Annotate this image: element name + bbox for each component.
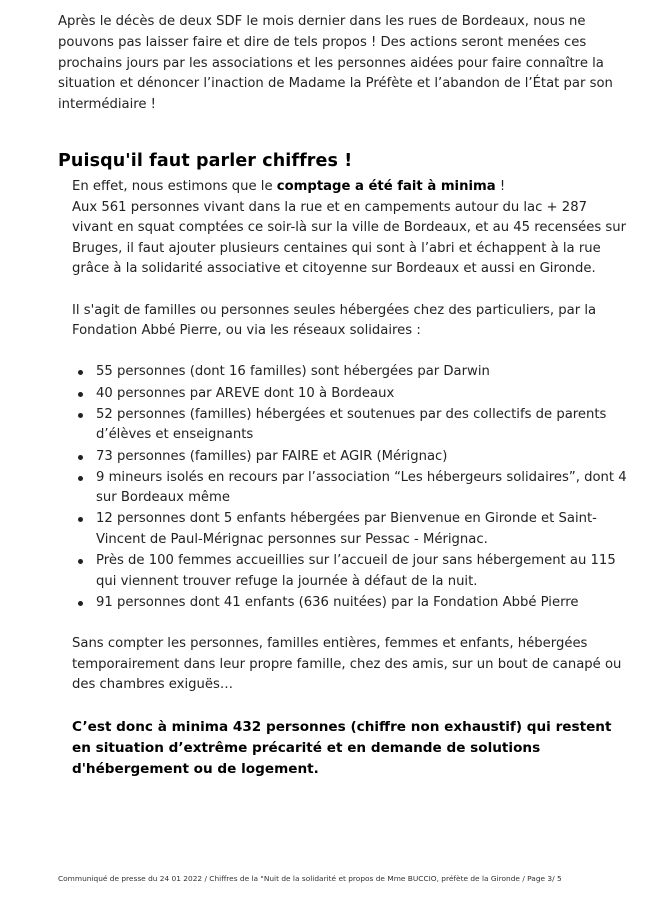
counts-paragraph: Aux 561 personnes vivant dans la rue et en campements autour du lac + 287 vivant en squat comptées ce soir-là sur la ville de Bordeaux, et au 45 recensées sur Bruges, il faut ajouter plusieurs centaines qui sont à l’abri et échappent à la rue grâce à la solidarité associative et citoyenne sur Bordeaux et aussi en Gironde. bbox=[72, 199, 627, 277]
bullet-icon bbox=[78, 559, 83, 564]
list-item bbox=[96, 447, 632, 468]
bullet-icon bbox=[78, 370, 83, 375]
lead-text-before: En effet, nous estimons que le bbox=[72, 179, 277, 194]
list-item bbox=[96, 384, 632, 405]
page-footer: Communiqué de presse du 24 01 2022 / Chiffres de la "Nuit de la solidarité et propos de Mme BUCCIO, préfète de la Gironde / Page 3/ 5 bbox=[58, 874, 562, 883]
section-heading: Puisqu'il faut parler chiffres ! bbox=[58, 151, 353, 171]
list-item-text: 40 personnes par AREVE dont 10 à Bordeaux bbox=[96, 385, 395, 401]
lead-bold-text: comptage a été fait à minima bbox=[276, 179, 496, 194]
list-item bbox=[96, 551, 632, 592]
lead-text-after: ! bbox=[495, 179, 506, 194]
bullet-icon bbox=[78, 476, 83, 481]
bullet-icon bbox=[78, 455, 83, 460]
list-item-text: Près de 100 femmes accueillies sur l’accueil de jour sans hébergement au 115 qui viennent trouver refuge la journée à défaut de la nuit. bbox=[96, 553, 616, 589]
hosting-list bbox=[72, 362, 632, 613]
list-item bbox=[96, 593, 632, 614]
bullet-icon bbox=[78, 413, 83, 418]
list-item bbox=[96, 509, 632, 550]
list-item-text: 9 mineurs isolés en recours par l’association “Les hébergeurs solidaires”, dont 4 sur Bordeaux même bbox=[96, 469, 627, 506]
list-item bbox=[96, 362, 632, 383]
section-body bbox=[72, 177, 632, 780]
bullet-icon bbox=[78, 601, 83, 606]
list-item-text: 73 personnes (familles) par FAIRE et AGIR (Mérignac) bbox=[96, 448, 448, 464]
list-item bbox=[96, 405, 632, 446]
list-item-text: 55 personnes (dont 16 familles) sont hébergées par Darwin bbox=[96, 364, 490, 380]
bullet-icon bbox=[78, 517, 83, 522]
intro-paragraph: Après le décès de deux SDF le mois dernier dans les rues de Bordeaux, nous ne pouvons pas laisser faire et dire de tels propos ! Des actions seront menées ces prochains jours par les associations et les personnes aidées pour faire connaître la situation et dénoncer l’inaction de Madame la Préfète et l’abandon de l’État par son intermédiaire ! bbox=[58, 14, 613, 113]
conclusion-paragraph: C’est donc à minima 432 personnes (chiffre non exhaustif) qui restent en situation d’extrême précarité et en demande de solutions d'hébergement ou de logement. bbox=[72, 718, 612, 777]
lead-sentence bbox=[72, 177, 632, 198]
hosting-intro-paragraph: Il s'agit de familles ou personnes seules hébergées chez des particuliers, par la Fondation Abbé Pierre, ou via les réseaux solidaires : bbox=[72, 302, 597, 339]
list-item-text: 52 personnes (familles) hébergées et soutenues par des collectifs de parents d’élèves et enseignants bbox=[96, 406, 607, 443]
list-item bbox=[96, 468, 632, 509]
list-item-text: 12 personnes dont 5 enfants hébergées par Bienvenue en Gironde et Saint-Vincent de Paul-Mérignac personnes sur Pessac - Mérignac. bbox=[96, 511, 597, 548]
bullet-icon bbox=[78, 392, 83, 397]
additional-paragraph: Sans compter les personnes, familles entières, femmes et enfants, hébergées temporairement dans leur propre famille, chez des amis, sur un bout de canapé ou des chambres exiguës… bbox=[72, 636, 622, 693]
list-item-text: 91 personnes dont 41 enfants (636 nuitées) par la Fondation Abbé Pierre bbox=[96, 595, 579, 611]
